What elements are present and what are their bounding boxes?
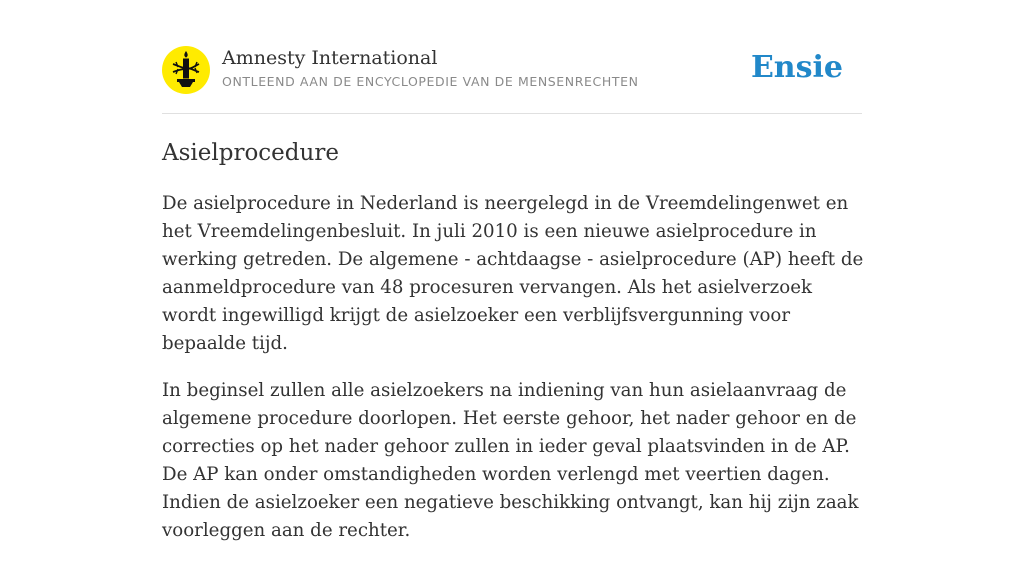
header-divider: [162, 113, 862, 114]
article-paragraph: De asielprocedure in Nederland is neergelegd in de Vreemdelingenwet en het Vreemdelingenbesluit. In juli 2010 is een nieuwe asielprocedure in werking getreden. De algemene - achtdaagse - asielprocedure (AP) heeft de aanmeldprocedure van 48 procesuren vervangen. Als het asielverzoek wordt ingewilligd krijgt de asielzoeker een verblijfsvergunning voor bepaalde tijd.: [162, 193, 864, 354]
article-body: [162, 190, 864, 564]
article-paragraph: In beginsel zullen alle asielzoekers na indiening van hun asielaanvraag de algemene procedure doorlopen. Het eerste gehoor, het nader gehoor en de correcties op het nader gehoor zullen in ieder geval plaatsvinden in de AP. De AP kan onder omstandigheden worden verlengd met veertien dagen. Indien de asielzoeker een negatieve beschikking ontvangt, kan hij zijn zaak voorleggen aan de rechter.: [162, 380, 859, 541]
brand-subtitle: ONTLEEND AAN DE ENCYCLOPEDIE VAN DE MENSENRECHTEN: [222, 74, 639, 89]
amnesty-candle-icon[interactable]: [162, 46, 210, 94]
brand-name[interactable]: Amnesty International: [222, 47, 438, 69]
article-title: Asielprocedure: [162, 140, 339, 166]
site-logo-text[interactable]: Ensie: [750, 50, 843, 85]
brand: [222, 46, 639, 90]
header: [162, 46, 862, 96]
